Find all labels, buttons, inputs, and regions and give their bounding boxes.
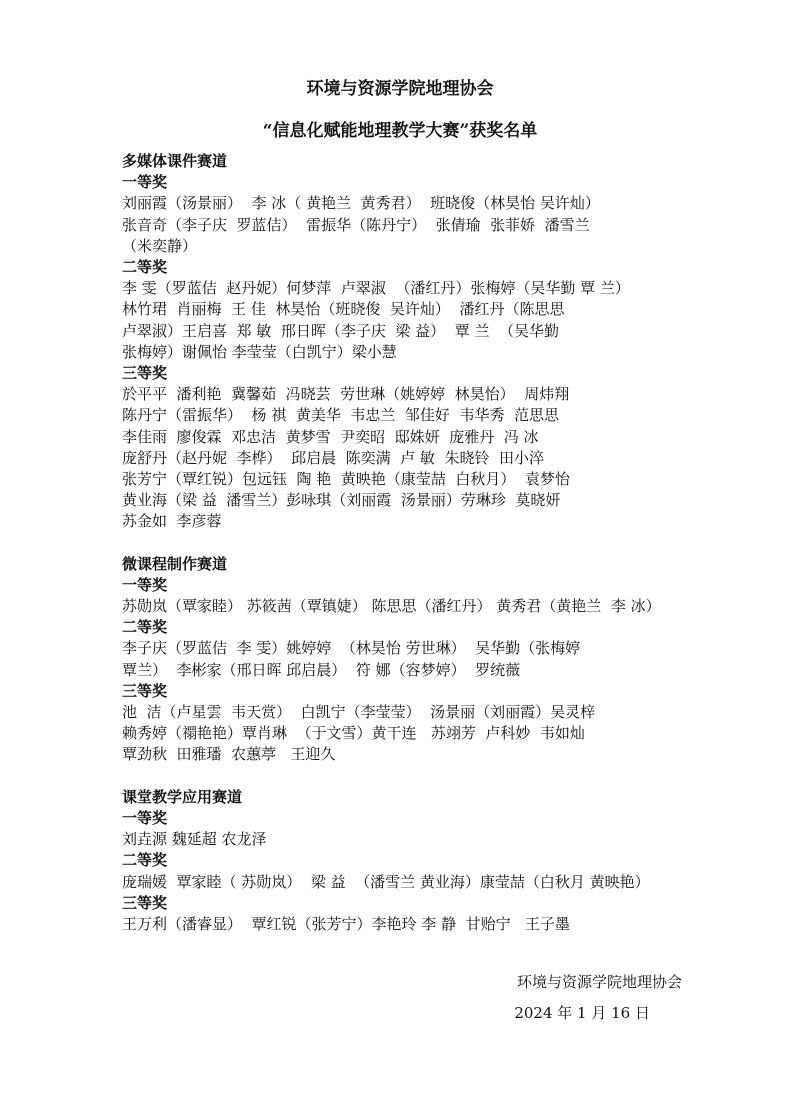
award-level-heading: 二等奖 (122, 618, 168, 637)
org-title: 环境与资源学院地理协会 (306, 79, 494, 99)
winner-line: 於平平 潘利艳 冀馨茹 冯晓芸 劳世琳（姚婷婷 林昊怡） 周炜翔 (122, 385, 570, 404)
winner-line: （米奕静） (122, 236, 198, 255)
winner-line: 覃劲秋 田雅璠 农蕙葶 王迎久 (122, 745, 336, 764)
award-level-heading: 一等奖 (122, 575, 168, 594)
winner-line: 池 洁（卢星雲 韦天赏） 白凯宁（李莹莹） 汤景丽（刘丽霞）吴灵梓 (122, 703, 596, 722)
winner-line: 陈丹宁（雷振华） 杨 祺 黄美华 韦忠兰 邹佳好 韦华秀 范思思 (122, 406, 559, 425)
award-level-heading: 一等奖 (122, 808, 168, 827)
document-title: “信息化赋能地理教学大赛”获奖名单 (262, 121, 538, 141)
winner-line: 苏金如 李彦蓉 (122, 512, 222, 531)
winner-line: 张音奇（李子庆 罗蓝佶） 雷振华（陈丹宁） 张倩瑜 张菲娇 潘雪兰 (122, 215, 590, 234)
award-list (122, 151, 722, 935)
winner-line: 刘丽霞（汤景丽） 李 冰（ 黄艳兰 黄秀君） 班晓俊（林昊怡 吴许灿） (122, 194, 600, 213)
winner-line: 赖秀婷（禤艳艳）覃肖琳 （于文雪）黄干连 苏翊芳 卢科妙 韦如灿 (122, 724, 585, 743)
winner-line: 张芳宁（覃红锐）包远钰 陶 艳 黄映艳（康莹喆 白秋月） 袁梦怡 (122, 470, 570, 489)
award-level-heading: 三等奖 (122, 364, 168, 383)
winner-line: 王万利（潘睿显） 覃红锐（张芳宁）李艳玲 李 静 甘贻宁 王子墨 (122, 914, 570, 933)
winner-line: 李子庆（罗蓝佶 李 雯）姚婷婷 （林昊怡 劳世琳） 吴华勤（张梅婷 (122, 639, 581, 658)
footer-date: 2024 年 1 月 16 日 (514, 1004, 650, 1022)
section-gap (122, 533, 722, 554)
winner-line: 黄业海（梁 益 潘雪兰）彭咏琪（刘丽霞 汤景丽）劳琳珍 莫晓妍 (122, 491, 561, 510)
award-level-heading: 二等奖 (122, 258, 168, 277)
award-level-heading: 三等奖 (122, 681, 168, 700)
winner-line: 张梅婷）谢佩怡 李莹莹（白凯宁）梁小慧 (122, 342, 397, 361)
winner-line: 李佳雨 廖俊霖 邓忠洁 黄梦雪 尹奕昭 邸姝妍 庞雅丹 冯 冰 (122, 427, 539, 446)
award-level-heading: 二等奖 (122, 851, 168, 870)
winner-line: 林竹珺 肖丽梅 王 佳 林昊怡（班晓俊 吴许灿） 潘红丹（陈思思 (122, 300, 565, 319)
winner-line: 刘垚源 魏延超 农龙泽 (122, 830, 267, 849)
section-gap (122, 766, 722, 787)
track-heading: 多媒体课件赛道 (122, 152, 228, 170)
track-heading: 课堂教学应用赛道 (122, 787, 243, 806)
winner-line: 苏勋岚（覃家睦） 苏筱茜（覃镇婕） 陈思思（潘红丹） 黄秀君（黄艳兰 李 冰） (122, 597, 661, 616)
winner-line: 卢翠淑）王启喜 郑 敏 邢日晖（李子庆 梁 益） 覃 兰 （吴华勤 (122, 321, 559, 340)
track-heading: 微课程制作赛道 (122, 554, 228, 573)
winner-line: 覃兰） 李彬家（邢日晖 邱启晨） 符 娜（容梦婷） 罗统薇 (122, 660, 521, 679)
winner-line: 庞舒丹（赵丹妮 李桦） 邱启晨 陈奕满 卢 敏 朱晓铃 田小淬 (122, 448, 544, 467)
winner-line: 李 雯（罗蓝佶 赵丹妮）何梦萍 卢翠淑 （潘红丹）张梅婷（吴华勤 覃 兰） (122, 279, 630, 298)
winner-line: 庞瑞媛 覃家睦（ 苏勋岚） 梁 益 （潘雪兰 黄业海）康莹喆（白秋月 黄映艳） (122, 872, 650, 891)
award-level-heading: 三等奖 (122, 893, 168, 912)
award-level-heading: 一等奖 (122, 173, 168, 192)
footer-org: 环境与资源学院地理协会 (516, 973, 682, 991)
